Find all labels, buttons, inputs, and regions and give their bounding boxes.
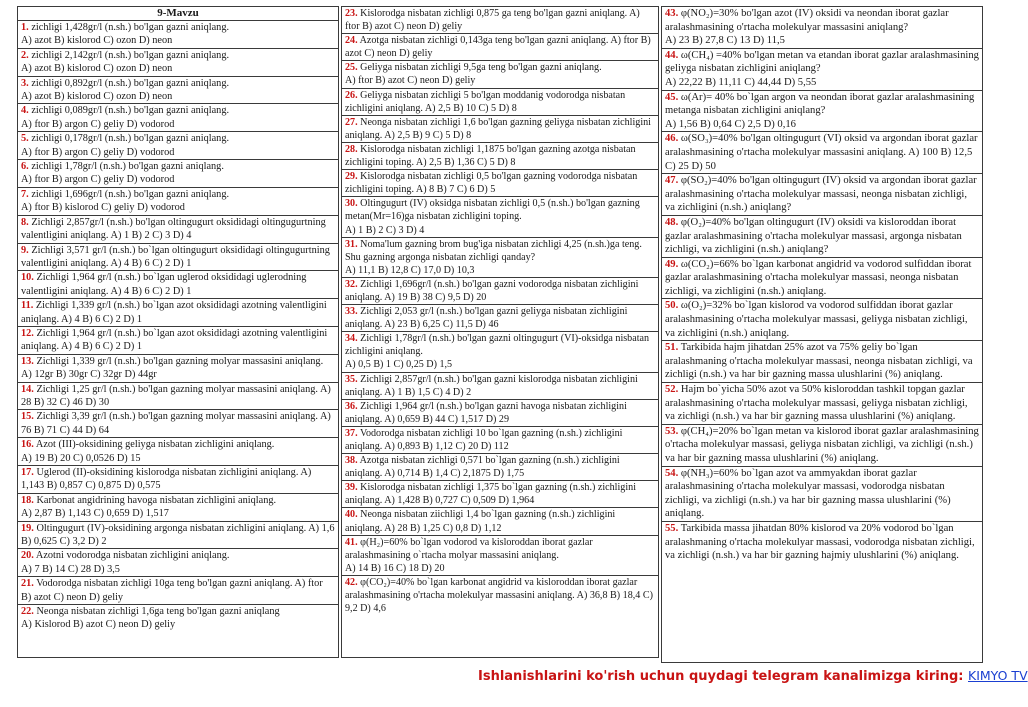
question-text: Zichligi 2,053 gr/l (n.sh.) bo'lgan gazni geliyga nisbatan zichligini aniqlang. A) 23 B) 6,25 C) 11,5 D) 46 [345, 306, 628, 331]
question-number: 39. [345, 482, 358, 494]
question-number: 34. [345, 333, 358, 345]
question-text: Geliyga nisbatan zichligi 9,5ga teng bo'lgan gazni aniqlang. [360, 62, 602, 74]
question-text: Vodorodga nisbatan zichligi 10ga teng bo'lgan gazni aniqlang. A) ftor B) azot C) neon D) geliy [21, 578, 323, 603]
question-text: Zichligi 1,25 gr/l (n.sh.) bo'lgan gazning molyar massasini aniqlang. A) 28 B) 32 C) 46 D) 30 [21, 383, 331, 408]
question-item [18, 494, 338, 522]
question-text: Kislorodga nisbatan zichligi 1,375 bo`lgan gazning (n.sh.) zichligini aniqlang. A) 1,428 B) 0,727 C) 0,509 D) 1,964 [345, 482, 636, 507]
question-text: Zichligi 1,339 gr/l (n.sh.) bo'lgan gazning molyar massasini aniqlang. A) 12gr B) 30gr C) 32gr D) 44gr [21, 355, 324, 381]
question-item [18, 188, 338, 216]
question-number: 37. [345, 427, 358, 439]
question-number: 36. [345, 400, 358, 412]
question-item [18, 522, 338, 550]
answer-options: A) 0,5 B) 1 C) 0,25 D) 1,5 [345, 359, 453, 371]
question-number: 28. [345, 143, 358, 155]
question-number: 14. [21, 383, 34, 395]
question-item [18, 605, 338, 632]
question-number: 51. [665, 342, 679, 354]
question-item [342, 536, 658, 576]
question-item [662, 91, 982, 133]
question-number: 7. [21, 188, 29, 200]
answer-options: A) 1 B) 2 C) 3 D) 4 [345, 224, 425, 236]
question-item [18, 77, 338, 105]
question-item [18, 466, 338, 494]
question-number: 12. [21, 327, 34, 339]
question-item [342, 576, 658, 615]
answer-options: A) azot B) kislorod C) ozon D) neon [21, 91, 173, 103]
question-text: zichligi 0,178gr/l (n.sh.) bo'lgan gazni aniqlang. [31, 133, 230, 145]
question-text: Zichligi 2,857gr/l (n.sh.) bo'lgan gazni kislorodga nisbatan zichligini aniqlang. A) 1 B) 1,5 C) 4 D) 2 [345, 373, 638, 398]
question-text: ω(SO₃)=40% bo'lgan oltingugurt (VI) oksid va argondan iborat gazlar aralashmasining o'rtacha molekulyar massasini aniqlang. A) 100 B) 12,5 C) 25 D) 50 [665, 133, 978, 172]
answer-options: A) ftor B) argon C) geliy D) vodorod [21, 174, 175, 186]
question-number: 16. [21, 439, 34, 451]
question-item [342, 332, 658, 372]
question-number: 25. [345, 62, 358, 74]
question-item [662, 258, 982, 300]
question-number: 8. [21, 216, 29, 228]
question-text: Kislorodga nisbatan zichligi 1,1875 bo'lgan gazning azotga nisbatan zichligini toping. A) 2,5 B) 1,36 C) 5 D) 8 [345, 143, 636, 169]
question-number: 10. [21, 272, 34, 284]
question-number: 42. [345, 576, 358, 588]
answer-options: A) 22,22 B) 11,11 C) 44,44 D) 5,55 [665, 76, 817, 88]
question-item [18, 160, 338, 188]
page-title: 9-Mavzu [18, 7, 338, 21]
question-item [342, 116, 658, 143]
question-number: 21. [21, 578, 34, 590]
question-text: φ(H₂)=60% bo`lgan vodorod va kisloroddan iborat gazlar aralashmasining o`rtacha molyar massasini aniqlang. [345, 536, 593, 561]
question-number: 23. [345, 8, 358, 19]
question-text: Zichligi 1,964 gr/l (n.sh.) bo'lgan gazni havoga nisbatan zichligini aniqlang. A) 0,659 B) 44 C) 1,517 D) 29 [345, 400, 627, 425]
answer-options: A) 14 B) 16 C) 18 D) 20 [345, 562, 445, 574]
question-text: Zichligi 1,696gr/l (n.sh.) bo'lgan gazni vodorodga nisbatan zichligini aniqlang. A) 19 B) 38 C) 9,5 D) 20 [345, 278, 639, 303]
question-item [342, 197, 658, 237]
question-item [18, 383, 338, 411]
question-item [342, 305, 658, 332]
answer-options: A) 19 B) 20 C) 0,0526 D) 15 [21, 452, 141, 464]
answer-options: A) 1,56 B) 0,64 C) 2,5 D) 0,16 [665, 118, 796, 130]
question-item [662, 341, 982, 383]
question-number: 19. [21, 522, 34, 534]
question-text: Neonga nisbatan zichligi 1,6 bo'lgan gazning geliyga nisbatan zichligini aniqlang. A) 2,5 B) 9 C) 5 D) 8 [345, 116, 651, 141]
question-text: Kislorodga nisbatan zichligi 0,875 ga teng bo'lgan gazni aniqlang. A) ftor B) azot C) neon D) geliy [345, 8, 640, 33]
question-item [342, 34, 658, 61]
question-text: zichligi 0,892gr/l (n.sh.) bo'lgan gazni aniqlang. [31, 77, 230, 89]
question-number: 18. [21, 494, 34, 506]
question-text: Tarkibida hajm jihatdan 25% azot va 75% geliy bo`lgan aralashmaning o'rtacha molekulyar massasi, neonga nisbatan zichligi, va zichligi (n.sh.) va har bir gazning massa ulushlarini (%) aniqlang. [665, 342, 973, 381]
question-item [662, 522, 982, 563]
question-number: 50. [665, 300, 679, 312]
question-text: Hajm bo`yicha 50% azot va 50% kisloroddan tashkil topgan gazlar aralashmasining o'rtacha molekulyar massasi, geliyga nisbatan zichligi, va zichligi (n.sh.) va har bir gazning massa ulushlarini (%) aniqlang. [665, 384, 968, 423]
question-item [18, 21, 338, 49]
question-item [18, 244, 338, 272]
question-number: 29. [345, 171, 358, 183]
question-number: 52. [665, 384, 679, 396]
question-item [342, 373, 658, 400]
footer-text: Ishlanishlarini ko'rish uchun quydagi telegram kanalimizga kiring: [478, 669, 964, 684]
question-list [662, 7, 982, 563]
question-number: 44. [665, 49, 679, 61]
question-item [342, 278, 658, 305]
question-item [342, 61, 658, 88]
answer-options: A) ftor B) argon C) geliy D) vodorod [21, 118, 175, 130]
question-item [18, 355, 338, 383]
question-item [662, 425, 982, 467]
question-number: 35. [345, 373, 358, 385]
answer-options: A) ftor B) kislorod C) geliy D) vodorod [21, 202, 185, 214]
question-text: ω(O₂)=32% bo`lgan kislorod va vodorod sulfiddan iborat gazlar aralashmasining o'rtacha molekulyar massasi, geliyga nisbatan zichligi, va zichligini (n.sh.) aniqlang. [665, 300, 968, 339]
question-item [662, 174, 982, 216]
question-number: 5. [21, 133, 29, 145]
question-number: 11. [21, 300, 34, 312]
question-item [342, 427, 658, 454]
question-text: Zichligi 3,39 gr/l (n.sh.) bo'lgan gazning molyar massasini aniqlang. A) 76 B) 71 C) 44 D) 64 [21, 411, 331, 436]
question-text: Kislorodga nisbatan zichligi 0,5 bo'lgan gazning vodorodga nisbatan zichligini toping. A) 8 B) 7 C) 6 D) 5 [345, 171, 638, 196]
question-number: 41. [345, 536, 358, 548]
question-text: φ(NH₃)=60% bo`lgan azot va ammyakdan iborat gazlar aralashmasining o'rtacha molekulyar massasi, vodorodga nisbatan zichligi, va zichligi (n.sh.) va har bir gazning massa ulushlarini (%) aniqlang. [665, 467, 951, 520]
question-item [342, 238, 658, 278]
question-item [18, 49, 338, 77]
question-text: φ(O₂)=40% bo'lgan oltingugurt (IV) oksidi va kisloroddan iborat gazlar aralashmasining o'rtacha molekulyar massasi, argonga nisbatan zichligi, va zichligini (n.sh.) aniqlang? [665, 216, 962, 256]
question-number: 47. [665, 175, 679, 187]
answer-options: A) azot B) kislorod C) ozon D) neon [21, 63, 173, 75]
question-text: Azotga nisbatan zichligi 0,571 bo`lgan gazning (n.sh.) zichligini aniqlang. A) 0,714 B) 1,4 C) 2,1875 D) 1,75 [345, 455, 620, 480]
question-item [662, 49, 982, 91]
question-text: Karbonat angidrining havoga nisbatan zichligini aniqlang. [36, 494, 277, 506]
question-text: φ(SO₂)=40% bo'lgan oltingugurt (IV) oksid va argondan iborat gazlar aralashmasining o'rtacha molekulyar massasi, neonga nisbatan zichligi, va zichligini (n.sh.) aniqlang? [665, 175, 977, 214]
question-text: Azot (III)-oksidining geliyga nisbatan zichligini aniqlang. [35, 439, 275, 451]
question-number: 55. [665, 522, 679, 534]
question-text: φ(CH₄)=20% bo`lgan metan va kislorod iborat gazlar aralashmasining o'rtacha molekulyar massasi, geliyga nisbatan zichligi, va zichligi (n.sh.) va har bir gazning massa ulushlarini (%) aniqlang. [665, 425, 979, 464]
question-item [18, 577, 338, 605]
question-item [662, 132, 982, 174]
question-item [342, 481, 658, 508]
answer-options: A) ftor B) azot C) neon D) geliy [345, 75, 476, 87]
question-text: Geliyga nisbatan zichligi 5 bo'lgan moddanig vodorodga nisbatan zichligini aniqlang. A) 2,5 B) 10 C) 5 D) 8 [345, 89, 626, 114]
question-text: Zichligi 1,964 gr/l (n.sh.) bo`lgan azot oksididagi azotning valentligini aniqlang. A) 4 B) 6 C) 2 D) 1 [21, 327, 328, 353]
worksheet-column-1 [17, 6, 339, 658]
question-number: 53. [665, 425, 679, 437]
question-number: 26. [345, 89, 358, 101]
question-number: 31. [345, 238, 358, 250]
footer-note [478, 668, 1028, 684]
question-item [342, 400, 658, 427]
question-text: zichligi 1,428gr/l (n.sh.) bo'lgan gazni aniqlang. [31, 22, 230, 33]
question-item [342, 7, 658, 34]
question-text: Tarkibida massa jihatdan 80% kislorod va 20% vodorod bo`lgan aralashmaning o'rtacha molekulyar massasi, vodorodga nisbatan zichligi, va zichligi (n.sh.) va har bir gazning hajmiy ulushlarini (%) aniqlang. [665, 522, 975, 562]
question-text: Uglerod (II)-oksidining kislorodga nisbatan zichligini aniqlang. A) 1,143 B) 0,857 C) 0,875 D) 0,575 [21, 467, 312, 492]
question-number: 54. [665, 467, 679, 479]
question-number: 4. [21, 105, 29, 117]
question-text: ω(Ar)= 40% bo`lgan argon va neondan iborat gazlar aralashmasining metanga nisbatan zichligini aniqlang? [665, 91, 975, 117]
question-text: Azotni vodorodga nisbatan zichligini aniqlang. [35, 550, 230, 562]
question-item [18, 438, 338, 466]
question-item [662, 383, 982, 425]
question-item [662, 299, 982, 341]
question-item [18, 549, 338, 577]
question-number: 48. [665, 216, 679, 228]
question-text: zichligi 1,696gr/l (n.sh.) bo'lgan gazni aniqlang. [31, 188, 230, 200]
question-item [662, 7, 982, 49]
question-item [342, 143, 658, 170]
telegram-channel-link[interactable]: KIMYO TV [968, 668, 1028, 683]
question-number: 46. [665, 133, 679, 145]
worksheet-column-3 [661, 6, 983, 663]
question-text: ω(CO₂)=66% bo`lgan karbonat angidrid va vodorod sulfiddan iborat gazlar aralashmasining o'rtacha molekulyar massasi, neonga nisbatan zichligi, va zichligini (n.sh.) aniqlang. [665, 258, 972, 297]
answer-options: A) 23 B) 27,8 C) 13 D) 11,5 [665, 35, 785, 47]
worksheet-column-2 [341, 6, 659, 658]
answer-options: A) 11,1 B) 12,8 C) 17,0 D) 10,3 [345, 264, 475, 276]
question-item [18, 104, 338, 132]
answer-options: A) 7 B) 14 C) 28 D) 3,5 [21, 563, 120, 575]
question-text: φ(CO₂)=40% bo`lgan karbonat angidrid va kisloroddan iborat gazlar aralashmasining o'rtacha molekulyar massasini aniqlang. A) 36,8 B) 18,4 C) 9,2 D) 4,6 [345, 576, 653, 615]
question-number: 32. [345, 278, 358, 290]
question-text: zichligi 1,78gr/l (n.sh.) bo'lgan gazni aniqlang. [31, 161, 224, 173]
question-number: 1. [21, 22, 29, 33]
question-text: Zichligi 1,339 gr/l (n.sh.) bo`lgan azot oksididagi azotning valentligini aniqlang. A) 4 B) 6 C) 2 D) 1 [21, 300, 327, 325]
question-number: 45. [665, 91, 679, 103]
question-text: ω(CH₄) =40% bo'lgan metan va etandan iborat gazlar aralashmasining geliyga nisbatan zichligini aniqlang? [665, 49, 979, 75]
question-number: 24. [345, 35, 358, 47]
question-text: Zichligi 2,857gr/l (n.sh.) bo'lgan oltingugurt oksididagi oltingugurtning valentligini aniqlang. A) 1 B) 2 C) 3 D) 4 [21, 216, 326, 242]
question-text: φ(NO₂)=30% bo'lgan azot (IV) oksidi va neondan iborat gazlar aralashmasining o'rtacha molekulyar massasini aniqlang? [665, 8, 949, 33]
question-number: 15. [21, 411, 34, 423]
question-number: 49. [665, 258, 679, 270]
answer-options: A) 2,87 B) 1,143 C) 0,659 D) 1,517 [21, 508, 169, 520]
question-text: Neonga nisbatan ziichligi 1,4 bo`lgan gazning (n.sh.) zichligini aniqlang. A) 28 B) 1,25 C) 0,8 D) 1,12 [345, 509, 616, 534]
question-number: 2. [21, 49, 29, 61]
question-item [18, 299, 338, 327]
question-list [342, 7, 658, 615]
question-number: 40. [345, 509, 358, 521]
question-text: Oltingugurt (IV)-oksidining argonga nisbatan zichligini aniqlang. A) 1,6 B) 0,625 C) 3,2 D) 2 [21, 522, 335, 548]
question-text: Noma'lum gazning brom bug'iga nisbatan zichligi 4,25 (n.sh.)ga teng. Shu gazning argonga nisbatan zichligi qanday? [345, 238, 642, 263]
question-number: 33. [345, 306, 358, 318]
question-number: 27. [345, 116, 358, 128]
question-text: Azotga nisbatan zichligi 0,143ga teng bo'lgan gazni aniqlang. A) ftor B) azot C) neon D) geliy [345, 35, 651, 60]
question-item [342, 508, 658, 535]
question-item [662, 467, 982, 522]
question-item [662, 216, 982, 258]
question-text: Zichligi 1,78gr/l (n.sh.) bo'lgan gazni oltingugurt (VI)-oksidga nisbatan zichligini aniqlang. [345, 333, 650, 358]
question-number: 3. [21, 77, 29, 89]
question-text: Zichligi 1,964 gr/l (n.sh.) bo`lgan uglerod oksididagi uglerodning valentligini aniqlang. A) 4 B) 6 C) 2 D) 1 [21, 272, 307, 297]
question-item [18, 132, 338, 160]
question-number: 9. [21, 244, 29, 256]
question-number: 30. [345, 198, 358, 210]
question-text: zichligi 0,089gr/l (n.sh.) bo'lgan gazni aniqlang. [31, 105, 230, 117]
question-number: 22. [21, 606, 34, 618]
question-item [18, 271, 338, 299]
question-number: 43. [665, 8, 679, 19]
question-number: 17. [21, 467, 34, 478]
question-list [18, 21, 338, 632]
answer-options: A) ftor B) argon C) geliy D) vodorod [21, 146, 175, 158]
question-number: 20. [21, 550, 34, 562]
question-text: Oltingugurt (IV) oksidga nisbatan zichligi 0,5 (n.sh.) bo'lgan gazning metan(Mr=16)ga nisbatan zichligini toping. [345, 198, 640, 223]
question-item [342, 170, 658, 197]
answer-options: A) azot B) kislorod C) ozon D) neon [21, 35, 173, 47]
question-item [342, 89, 658, 116]
question-text: Vodorodga nisbatan zichligi 10 bo`lgan gazning (n.sh.) zichligini aniqlang. A) 0,893 B) 1,12 C) 20 D) 112 [345, 427, 623, 452]
question-number: 38. [345, 455, 358, 467]
question-number: 6. [21, 161, 29, 173]
question-item [342, 454, 658, 481]
question-number: 13. [21, 355, 34, 367]
question-item [18, 216, 338, 244]
question-text: Zichligi 3,571 gr/l (n.sh.) bo`lgan oltingugurt oksididagi oltingugurtning valentligini aniqlang. A) 4 B) 6 C) 2 D) 1 [21, 244, 330, 269]
answer-options: A) Kislorod B) azot C) neon D) geliy [21, 619, 176, 631]
question-text: Neonga nisbatan zichligi 1,6ga teng bo'lgan gazni aniqlang [36, 606, 280, 618]
question-text: zichligi 2,142gr/l (n.sh.) bo'lgan gazni aniqlang. [31, 49, 230, 61]
question-item [18, 410, 338, 438]
question-item [18, 327, 338, 355]
